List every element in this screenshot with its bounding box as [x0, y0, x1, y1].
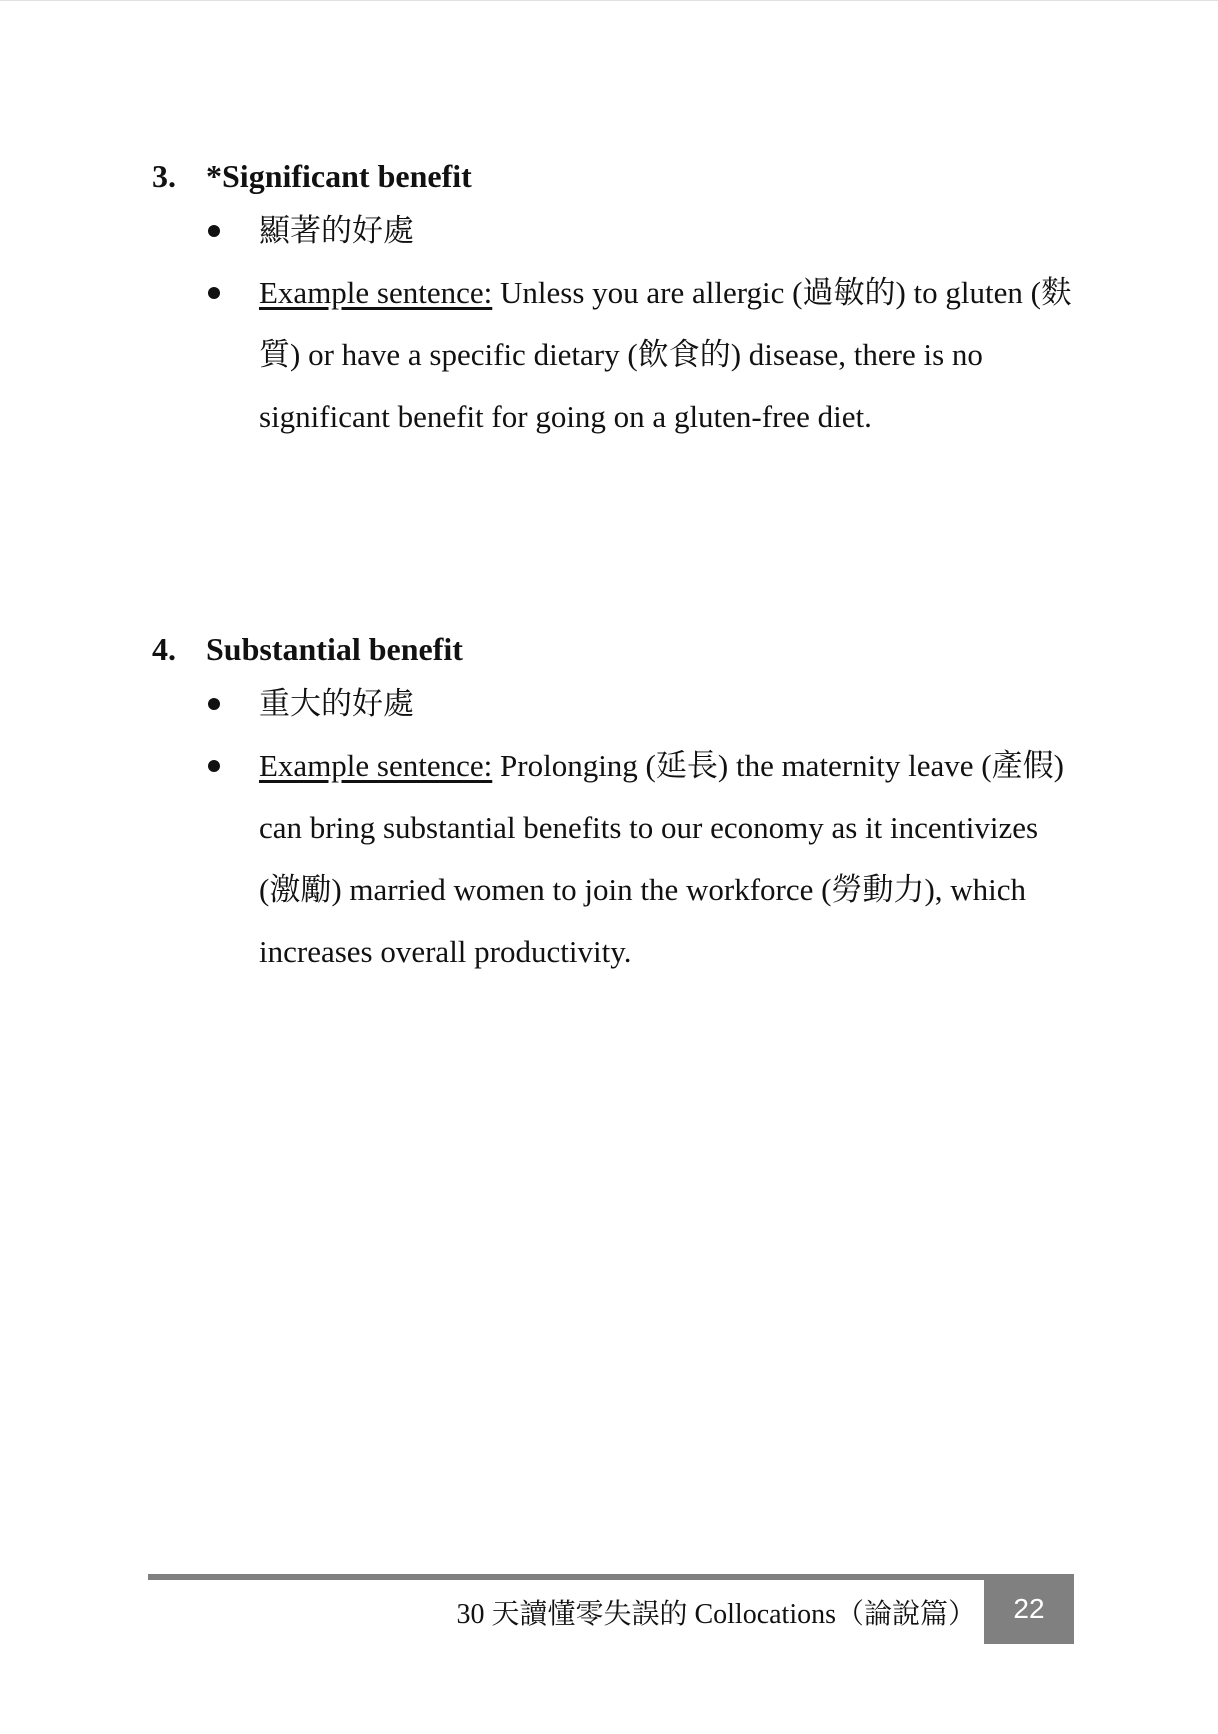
- footer-rule: [148, 1574, 984, 1580]
- translation-item: [152, 673, 1072, 735]
- entry-heading: [152, 625, 1072, 673]
- bullet-dot-icon: [208, 698, 220, 710]
- chinese-translation: 重大的好處: [259, 686, 414, 721]
- entry-number: 4.: [152, 631, 176, 667]
- example-label: Example sentence:: [259, 275, 493, 310]
- example-label: Example sentence:: [259, 748, 493, 783]
- entry-title: *Significant benefit: [206, 158, 472, 194]
- translation-item: [152, 200, 1072, 262]
- bullet-dot-icon: [208, 760, 220, 772]
- entry-heading: [152, 152, 1072, 200]
- chinese-translation: 顯著的好處: [259, 213, 414, 248]
- top-border: [0, 0, 1218, 1]
- example-sentence: Prolonging (延長) the maternity leave (產假) can bring substantial benefits to our economy as it incentivizes (激勵) married women to join the workforce (勞動力), which increases overall productivity.: [259, 748, 1064, 969]
- example-item: [152, 262, 1072, 448]
- entry-title: Substantial benefit: [206, 631, 463, 667]
- bullet-dot-icon: [208, 225, 220, 237]
- bullet-dot-icon: [208, 287, 220, 299]
- entry-bullet-list: [152, 200, 1072, 448]
- example-sentence: Unless you are allergic (過敏的) to gluten (麩質) or have a specific dietary (飲食的) disease, there is no significant benefit for going on a gluten-free diet.: [259, 275, 1072, 434]
- page-number-box: [984, 1574, 1074, 1644]
- footer-book-title: 30 天讀懂零失誤的 Collocations（論說篇）: [456, 1599, 976, 1630]
- example-item: [152, 735, 1072, 983]
- collocation-entry-4: [152, 625, 1072, 983]
- page-number: 22: [1013, 1593, 1045, 1624]
- entry-number: 3.: [152, 158, 176, 194]
- collocation-entry-3: [152, 152, 1072, 448]
- entry-bullet-list: [152, 673, 1072, 983]
